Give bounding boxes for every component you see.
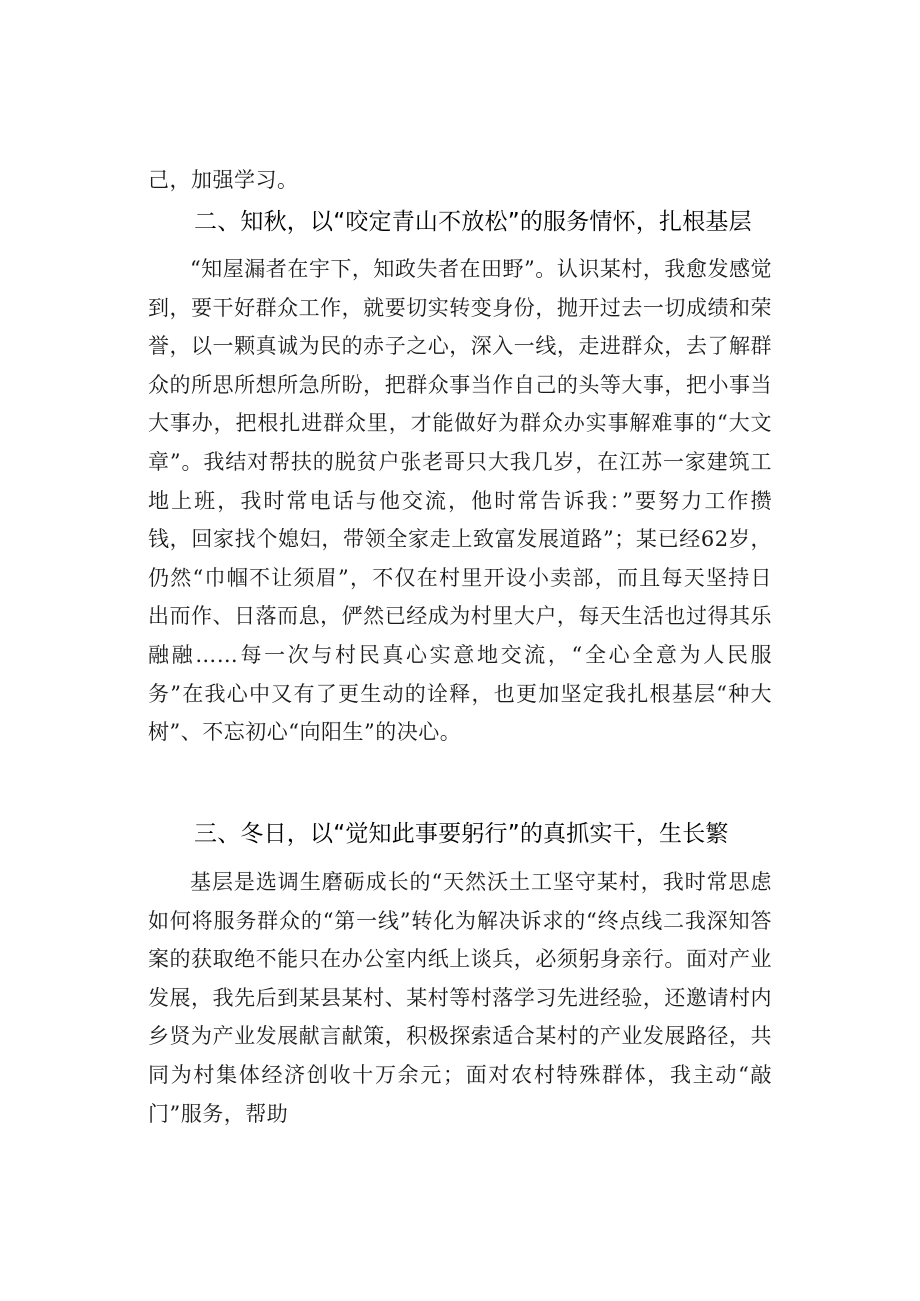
section-heading-autumn: 二、知秋，以“咬定青山不放松”的服务情怀，扎根基层 [194,209,752,235]
section-paragraph-winter: 基层是选调生磨砺成长的“天然沃土工坚守某村，我时常思虑如何将服务群众的“第一线”转化为解决诉求的“终点线二我深知答案的获取绝不能只在办公室内纸上谈兵，必须躬身亲行。面对产业发展，我先后到某县某村、某村等村落学习先进经验，还邀请村内乡贤为产业发展献言献策，积极探索适合某村的产业发展路径，共同为村集体经济创收十万余元；面对农村特殊群体，我主动“敲门”服务，帮助 [148,870,772,1126]
continuation-paragraph: 己，加强学习。 [148,168,299,192]
section-paragraph-autumn: “知屋漏者在宇下，知政失者在田野”。认识某村，我愈发感觉到，要干好群众工作，就要切实转变身份，抛开过去一切成绩和荣誉，以一颗真诚为民的赤子之心，深入一线，走进群众，去了解群众的所思所想所急所盼，把群众事当作自己的头等大事，把小事当大事办，把根扎进群众里，才能做好为群众办实事解难事的“大文章”。我结对帮扶的脱贫户张老哥只大我几岁，在江苏一家建筑工地上班，我时常电话与他交流，他时常告诉我：”要努力工作攒钱，回家找个媳妇，带领全家走上致富发展道路”；某已经62岁，仍然“巾帼不让须眉”，不仅在村里开设小卖部，而且每天坚持日出而作、日落而息，俨然已经成为村里大户，每天生活也过得其乐融融……每一次与村民真心实意地交流，“全心全意为人民服务”在我心中又有了更生动的诠释，也更加坚定我扎根基层“种大树”、不忘初心“向阳生”的决心。 [148,257,772,745]
section-heading-winter: 三、冬日，以“觉知此事要躬行”的真抓实干，生长繁 [194,821,729,847]
